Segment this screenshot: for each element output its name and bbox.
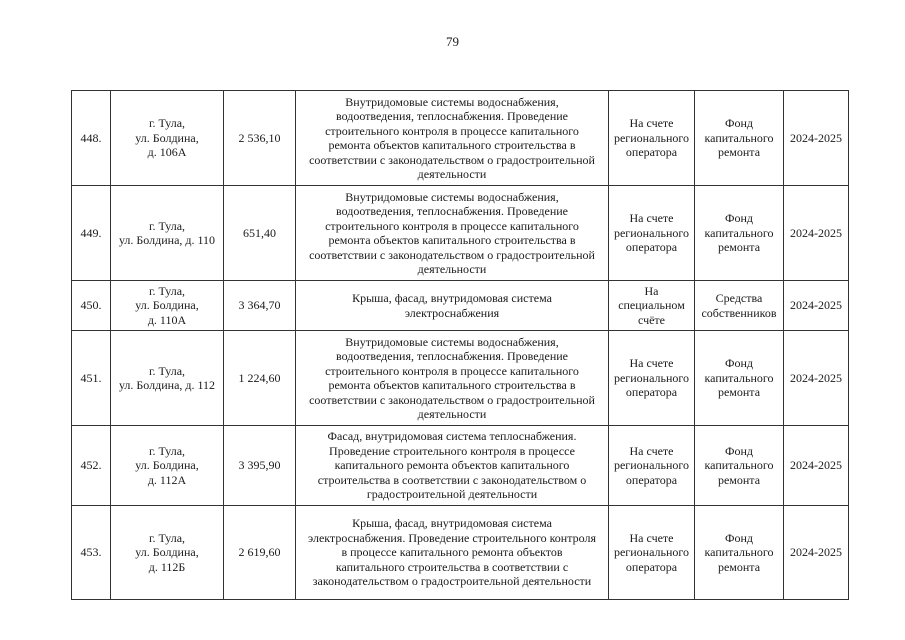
period-cell: 2024-2025: [784, 426, 849, 506]
row-number: 449.: [72, 186, 111, 281]
account-cell-line: оператора: [625, 559, 678, 574]
table-row: [72, 506, 849, 600]
period-cell: 2024-2025: [784, 186, 849, 281]
funding-source-cell-line: капитального: [704, 545, 774, 560]
works-cell-line: электроснабжения. Проведение строительного контроля: [308, 530, 596, 545]
funding-source-cell-line: капитального: [704, 370, 774, 385]
address-cell-line: д. 110А: [147, 312, 187, 327]
works-cell-line: деятельности: [417, 262, 487, 276]
works-cell-line: Внутридомовые системы водоснабжения,: [345, 94, 559, 109]
funding-source-cell-line: капитального: [704, 130, 774, 145]
account-cell: [609, 506, 695, 600]
funding-source-cell-line: Средства: [715, 291, 763, 305]
account-cell-line: оператора: [625, 472, 678, 487]
works-cell: [296, 331, 609, 426]
account-cell-line: На счете: [629, 443, 674, 458]
works-cell-line: ремонта объектов капитального строительства в: [328, 233, 576, 247]
works-cell-line: Фасад, внутридомовая система теплоснабжения.: [327, 429, 577, 444]
address-cell: [111, 91, 224, 186]
address-cell-line: г. Тула,: [148, 116, 186, 131]
repair-register-table: [71, 90, 849, 600]
table-row: [72, 281, 849, 331]
funding-source-cell-line: ремонта: [717, 472, 761, 487]
address-cell-line: ул. Болдина,: [135, 130, 199, 145]
works-cell-line: Крыша, фасад, внутридомовая система: [352, 291, 552, 305]
account-cell-line: оператора: [625, 145, 678, 160]
account-cell-line: На: [644, 283, 659, 298]
works-cell-line: строительного контроля в процессе капитального: [325, 123, 579, 138]
row-number: 452.: [72, 426, 111, 506]
address-cell-line: ул. Болдина, д. 110: [118, 233, 216, 247]
address-cell-line: г. Тула,: [148, 283, 186, 298]
works-cell: [296, 281, 609, 331]
works-cell-line: водоотведения, теплоснабжения. Проведение: [335, 109, 568, 123]
funding-source-cell-line: Фонд: [724, 211, 753, 226]
table-row: [72, 91, 849, 186]
account-cell: [609, 91, 695, 186]
period-cell: 2024-2025: [784, 506, 849, 600]
funding-source-cell-line: капитального: [704, 458, 774, 473]
works-cell-line: ремонта объектов капитального строительства в: [328, 138, 576, 152]
address-cell-line: г. Тула,: [148, 530, 186, 545]
address-cell-line: г. Тула,: [148, 218, 186, 233]
funding-source-cell-line: Фонд: [724, 530, 753, 545]
works-cell-line: Внутридомовые системы водоснабжения,: [345, 334, 559, 349]
account-cell: [609, 281, 695, 331]
row-number: 451.: [72, 331, 111, 426]
table-row: [72, 426, 849, 506]
cost-cell: 3 364,70: [224, 281, 296, 331]
works-cell-line: строительства в соответствии с законодательством о: [317, 472, 587, 487]
works-cell-line: Проведение строительного контроля в процессе: [329, 443, 575, 458]
address-cell-line: д. 112А: [147, 472, 187, 487]
address-cell-line: ул. Болдина, д. 112: [118, 378, 216, 392]
address-cell-line: д. 106А: [147, 145, 187, 160]
funding-source-cell-line: Фонд: [724, 356, 753, 371]
account-cell-line: На счете: [629, 211, 674, 226]
works-cell-line: капитального строительства в соответствии с: [335, 559, 569, 574]
works-cell-line: соответствии с законодательством о градостроительной: [309, 247, 595, 262]
address-cell: [111, 331, 224, 426]
funding-source-cell-line: Фонд: [724, 116, 753, 131]
works-cell-line: соответствии с законодательством о градостроительной: [309, 152, 595, 167]
cost-cell: 3 395,90: [224, 426, 296, 506]
account-cell-line: На счете: [629, 530, 674, 545]
works-cell-line: ремонта объектов капитального строительства в: [328, 378, 576, 392]
account-cell-line: оператора: [625, 240, 678, 255]
address-cell: [111, 426, 224, 506]
address-cell: [111, 186, 224, 281]
works-cell-line: деятельности: [417, 167, 487, 181]
address-cell-line: ул. Болдина,: [135, 545, 199, 560]
funding-source-cell-line: капитального: [704, 225, 774, 240]
account-cell-line: регионального: [613, 370, 690, 385]
cost-cell: 1 224,60: [224, 331, 296, 426]
address-cell-line: д. 112Б: [148, 559, 186, 574]
funding-source-cell: [695, 331, 784, 426]
works-cell-line: градостроительной деятельности: [366, 487, 538, 502]
account-cell-line: регионального: [613, 130, 690, 145]
account-cell-line: счёте: [637, 312, 666, 327]
cost-cell: 651,40: [224, 186, 296, 281]
account-cell-line: регионального: [613, 225, 690, 240]
period-cell: 2024-2025: [784, 91, 849, 186]
table-row: [72, 186, 849, 281]
works-cell: [296, 186, 609, 281]
period-cell: 2024-2025: [784, 281, 849, 331]
funding-source-cell: [695, 186, 784, 281]
works-cell-line: строительного контроля в процессе капитального: [325, 363, 579, 378]
row-number: 450.: [72, 281, 111, 331]
works-cell-line: Крыша, фасад, внутридомовая система: [352, 516, 552, 531]
funding-source-cell-line: Фонд: [724, 443, 753, 458]
funding-source-cell: [695, 281, 784, 331]
funding-source-cell: [695, 506, 784, 600]
address-cell: [111, 281, 224, 331]
address-cell-line: г. Тула,: [148, 443, 186, 458]
address-cell-line: ул. Болдина,: [135, 298, 199, 313]
account-cell: [609, 186, 695, 281]
account-cell-line: оператора: [625, 385, 678, 400]
account-cell-line: На счете: [629, 356, 674, 371]
table-row: [72, 331, 849, 426]
account-cell: [609, 331, 695, 426]
funding-source-cell-line: собственников: [701, 305, 777, 320]
works-cell-line: водоотведения, теплоснабжения. Проведение: [335, 349, 568, 363]
works-cell-line: водоотведения, теплоснабжения. Проведение: [335, 204, 568, 218]
account-cell: [609, 426, 695, 506]
account-cell-line: специальном: [618, 298, 685, 313]
funding-source-cell-line: ремонта: [717, 385, 761, 400]
account-cell-line: На счете: [629, 116, 674, 131]
works-cell: [296, 506, 609, 600]
funding-source-cell-line: ремонта: [717, 145, 761, 160]
works-cell-line: строительного контроля в процессе капитального: [325, 218, 579, 233]
works-cell: [296, 91, 609, 186]
funding-source-cell: [695, 426, 784, 506]
works-cell-line: законодательством о градостроительной деятельности: [312, 574, 592, 589]
page-number: 79: [446, 34, 459, 49]
cost-cell: 2 536,10: [224, 91, 296, 186]
address-cell-line: г. Тула,: [148, 363, 186, 378]
address-cell: [111, 506, 224, 600]
account-cell-line: регионального: [613, 458, 690, 473]
works-cell-line: капитального ремонта объектов капитального: [334, 458, 570, 473]
address-cell-line: ул. Болдина,: [135, 458, 199, 473]
cost-cell: 2 619,60: [224, 506, 296, 600]
row-number: 453.: [72, 506, 111, 600]
works-cell-line: Внутридомовые системы водоснабжения,: [345, 189, 559, 204]
works-cell-line: электроснабжения: [404, 305, 500, 320]
works-cell: [296, 426, 609, 506]
account-cell-line: регионального: [613, 545, 690, 560]
works-cell-line: в процессе капитального ремонта объектов: [341, 545, 563, 560]
funding-source-cell-line: ремонта: [717, 240, 761, 255]
funding-source-cell: [695, 91, 784, 186]
funding-source-cell-line: ремонта: [717, 559, 761, 574]
period-cell: 2024-2025: [784, 331, 849, 426]
works-cell-line: соответствии с законодательством о градостроительной: [309, 392, 595, 407]
row-number: 448.: [72, 91, 111, 186]
works-cell-line: деятельности: [417, 407, 487, 421]
